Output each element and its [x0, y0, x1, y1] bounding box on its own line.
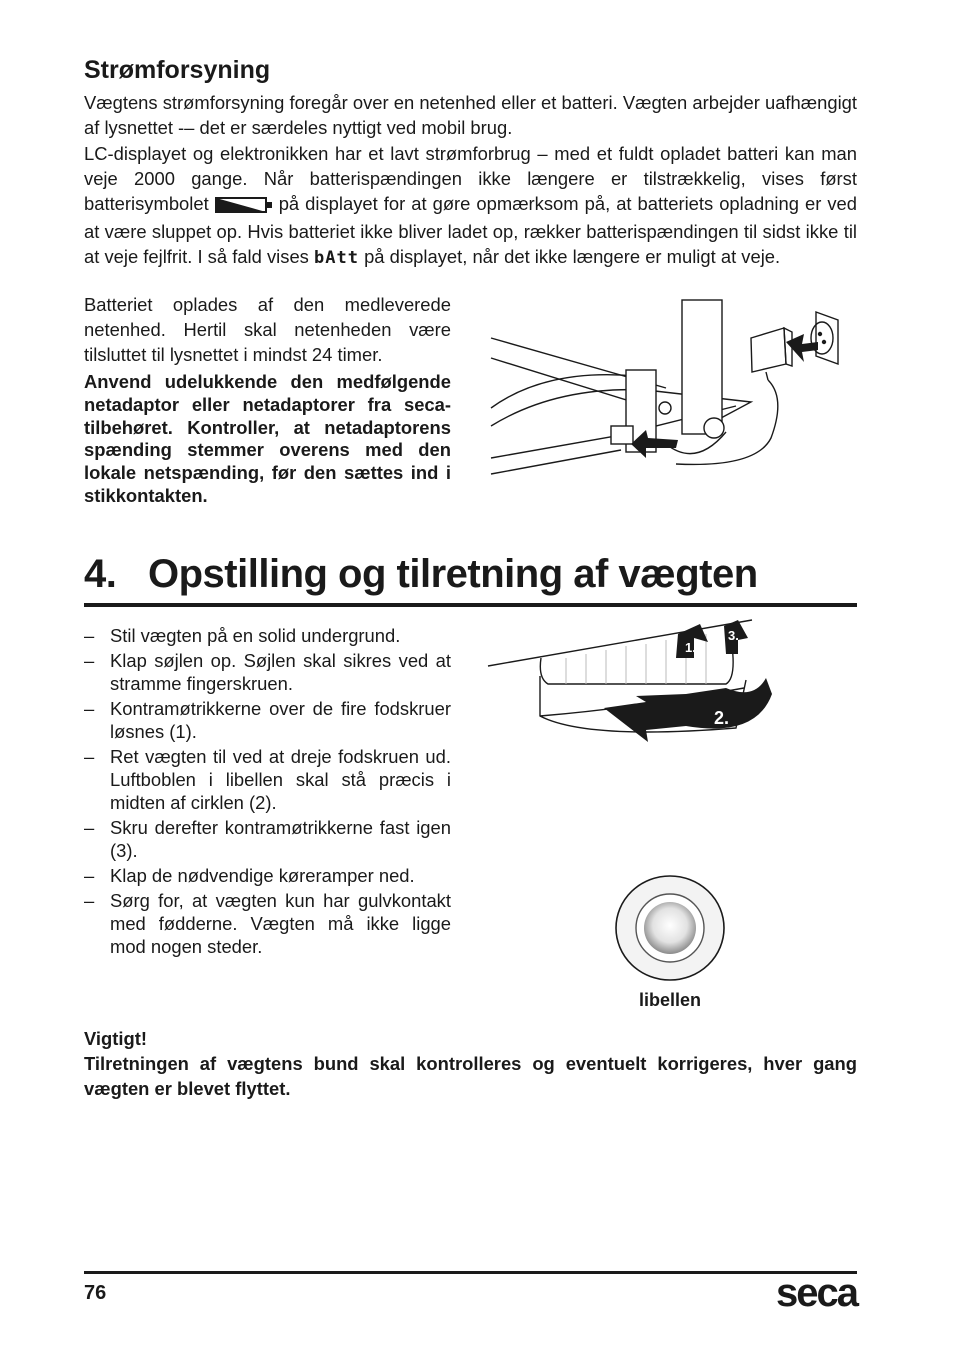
footer-divider	[84, 1271, 857, 1274]
page-number: 76	[84, 1282, 107, 1304]
paragraph-power-intro: Vægtens strømforsyning foregår over en netenhed eller et batteri. Vægten arbejder uafhængigt af lysnettet -– det er særdeles nyttigt ved mobil brug.	[84, 92, 857, 138]
foot-step-three-label: 3.	[728, 628, 739, 643]
level-caption: libellen	[638, 990, 701, 1010]
battery-symbol-icon	[215, 194, 273, 219]
foot-screw-illustration	[486, 618, 786, 758]
important-title: Vigtigt!	[84, 1028, 147, 1049]
section-heading-power: Strømforsyning	[84, 56, 271, 84]
setup-steps-list	[84, 624, 451, 960]
list-item: – Kontramøtrikkerne over de fire fodskruer løsnes (1).	[84, 697, 451, 743]
spirit-level-illustration	[610, 872, 730, 984]
paragraph-battery-part-b: på displayet for at gøre opmærksom på, at batteriets opladning er ved at være sluppet op. Hvis batteriet ikke bliver ladet op, rækker batterispændingen til sidst ikke til at veje fejlfrit. I så fald vises	[84, 193, 857, 267]
important-text: Tilretningen af vægtens bund skal kontrolleres og eventuelt korrigeres, hver gang vægten er blevet flyttet.	[84, 1053, 857, 1099]
list-item: – Skru derefter kontramøtrikkerne fast igen (3).	[84, 816, 451, 862]
list-item: – Klap søjlen op. Søjlen skal sikres ved at stramme fingerskruen.	[84, 649, 451, 695]
list-item: – Klap de nødvendige køreramper ned.	[84, 864, 451, 887]
section-title	[84, 552, 857, 607]
display-batt-text: bAtt	[314, 248, 359, 268]
seca-logo: seca	[776, 1271, 857, 1315]
list-item: – Stil vægten på en solid undergrund.	[84, 624, 451, 647]
section-title-text: Opstilling og tilretning af vægten	[148, 552, 758, 596]
foot-step-one-label: 1.	[685, 640, 696, 655]
paragraph-battery	[84, 141, 857, 271]
foot-step-two-label: 2.	[714, 708, 730, 728]
paragraph-battery-part-a: LC-displayet og elektronikken har et lavt strømforbrug – med et fuldt opladet batteri kan man veje 2000 gange. Når batterispændingen ikke længere er tilstrækkelig, vises først batterisymbolet	[84, 143, 857, 214]
section-number: 4.	[84, 552, 117, 596]
list-item: – Ret vægten til ved at dreje fodskruen ud. Luftboblen i libellen skal stå præcis i midten af cirklen (2).	[84, 745, 451, 814]
list-item: – Sørg for, at vægten kun har gulvkontakt med fødderne. Vægten må ikke ligge mod nogen steder.	[84, 889, 451, 958]
paragraph-charging: Batteriet oplades af den medleverede netenhed. Hertil skal netenheden være tilsluttet til lysnettet i mindst 24 timer.	[84, 294, 451, 365]
paragraph-battery-part-c: på displayet, når det ikke længere er muligt at veje.	[364, 246, 781, 267]
adapter-warning: Anvend udelukkende den medfølgende netadaptor eller netadaptorer fra seca-tilbehøret. Kontroller, at netadaptorens spænding stemmer overens med den lokale netspænding, før den sættes ind i stikkontakten.	[84, 371, 451, 506]
power-adapter-illustration	[486, 298, 846, 486]
